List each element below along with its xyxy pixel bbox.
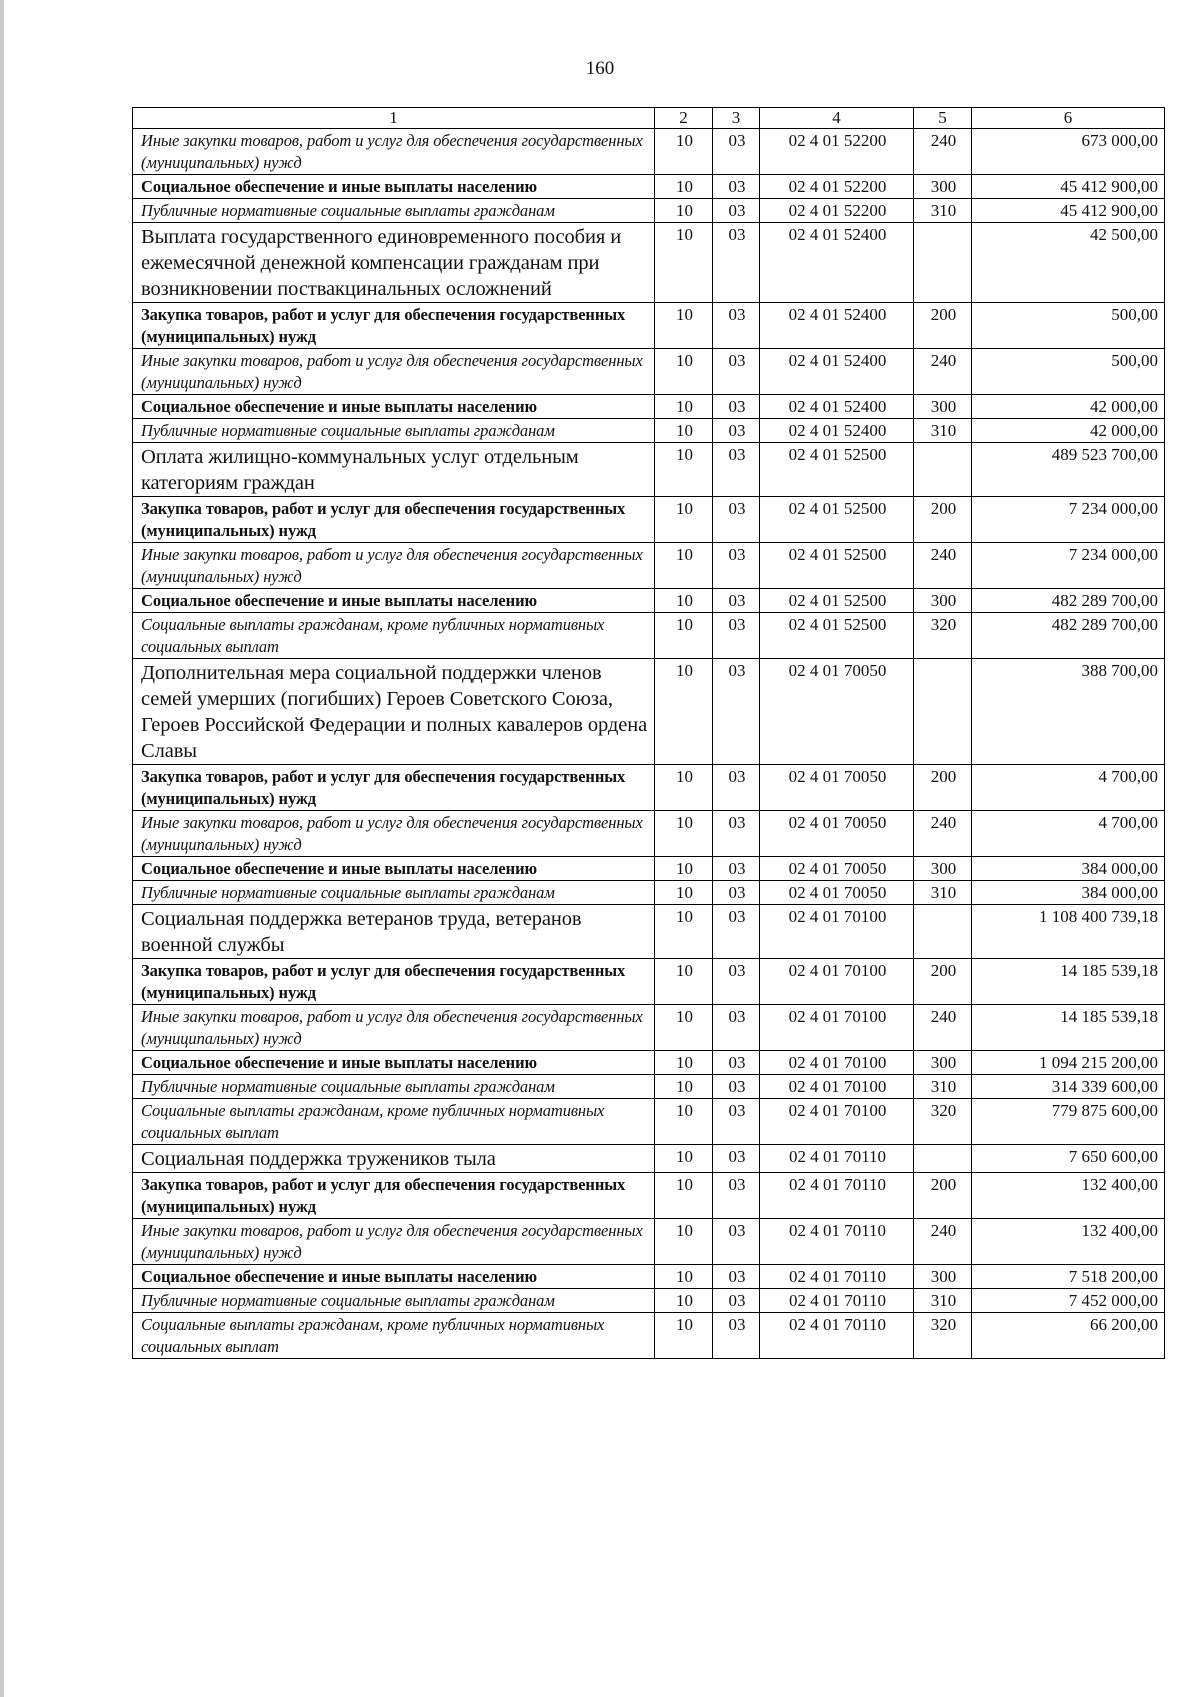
amount-cell: 1 094 215 200,00 <box>972 1051 1165 1075</box>
amount-cell: 4 700,00 <box>972 811 1165 857</box>
amount-cell: 45 412 900,00 <box>972 199 1165 223</box>
section-code-cell: 10 <box>655 1051 713 1075</box>
row-name-cell: Закупка товаров, работ и услуг для обеспечения государственных (муниципальных) нужд <box>133 497 655 543</box>
subsection-code-cell: 03 <box>713 1145 760 1173</box>
expense-type-cell: 300 <box>914 175 972 199</box>
section-code-cell: 10 <box>655 613 713 659</box>
subsection-code-cell: 03 <box>713 589 760 613</box>
table-row <box>133 659 1165 765</box>
row-name-cell: Публичные нормативные социальные выплаты гражданам <box>133 1075 655 1099</box>
budget-table-body <box>133 108 1165 1359</box>
amount-cell: 384 000,00 <box>972 857 1165 881</box>
expense-type-cell: 300 <box>914 1051 972 1075</box>
subsection-code-cell: 03 <box>713 443 760 497</box>
amount-cell: 132 400,00 <box>972 1173 1165 1219</box>
subsection-code-cell: 03 <box>713 857 760 881</box>
target-article-cell: 02 4 01 70100 <box>760 1051 914 1075</box>
amount-cell: 7 650 600,00 <box>972 1145 1165 1173</box>
target-article-cell: 02 4 01 52500 <box>760 443 914 497</box>
subsection-code-cell: 03 <box>713 419 760 443</box>
section-code-cell: 10 <box>655 1005 713 1051</box>
column-header: 4 <box>760 108 914 129</box>
subsection-code-cell: 03 <box>713 395 760 419</box>
expense-type-cell: 240 <box>914 129 972 175</box>
expense-type-cell <box>914 905 972 959</box>
section-code-cell: 10 <box>655 443 713 497</box>
expense-type-cell: 310 <box>914 199 972 223</box>
amount-cell: 489 523 700,00 <box>972 443 1165 497</box>
amount-cell: 42 500,00 <box>972 223 1165 303</box>
table-row <box>133 1051 1165 1075</box>
table-row <box>133 175 1165 199</box>
subsection-code-cell: 03 <box>713 1005 760 1051</box>
section-code-cell: 10 <box>655 1145 713 1173</box>
section-code-cell: 10 <box>655 419 713 443</box>
target-article-cell: 02 4 01 70100 <box>760 905 914 959</box>
subsection-code-cell: 03 <box>713 905 760 959</box>
row-name-cell: Публичные нормативные социальные выплаты гражданам <box>133 881 655 905</box>
amount-cell: 42 000,00 <box>972 395 1165 419</box>
table-row <box>133 613 1165 659</box>
section-code-cell: 10 <box>655 905 713 959</box>
amount-cell: 1 108 400 739,18 <box>972 905 1165 959</box>
target-article-cell: 02 4 01 52500 <box>760 589 914 613</box>
row-name-cell: Закупка товаров, работ и услуг для обеспечения государственных (муниципальных) нужд <box>133 1173 655 1219</box>
amount-cell: 7 452 000,00 <box>972 1289 1165 1313</box>
target-article-cell: 02 4 01 70050 <box>760 811 914 857</box>
expense-type-cell: 300 <box>914 1265 972 1289</box>
column-header: 3 <box>713 108 760 129</box>
column-header: 6 <box>972 108 1165 129</box>
page-number: 160 <box>585 58 615 79</box>
row-name-cell: Иные закупки товаров, работ и услуг для обеспечения государственных (муниципальных) нужд <box>133 543 655 589</box>
expense-type-cell: 310 <box>914 419 972 443</box>
row-name-cell: Иные закупки товаров, работ и услуг для обеспечения государственных (муниципальных) нужд <box>133 811 655 857</box>
budget-table <box>132 107 1165 1359</box>
section-code-cell: 10 <box>655 303 713 349</box>
expense-type-cell: 310 <box>914 1289 972 1313</box>
table-row <box>133 1173 1165 1219</box>
row-name-cell: Закупка товаров, работ и услуг для обеспечения государственных (муниципальных) нужд <box>133 959 655 1005</box>
subsection-code-cell: 03 <box>713 1219 760 1265</box>
row-name-cell: Социальные выплаты гражданам, кроме публичных нормативных социальных выплат <box>133 613 655 659</box>
subsection-code-cell: 03 <box>713 811 760 857</box>
row-name-cell: Социальное обеспечение и иные выплаты населению <box>133 175 655 199</box>
table-row <box>133 905 1165 959</box>
section-code-cell: 10 <box>655 223 713 303</box>
column-header: 1 <box>133 108 655 129</box>
expense-type-cell: 240 <box>914 543 972 589</box>
table-header-row <box>133 108 1165 129</box>
target-article-cell: 02 4 01 70110 <box>760 1289 914 1313</box>
section-code-cell: 10 <box>655 129 713 175</box>
table-row <box>133 543 1165 589</box>
target-article-cell: 02 4 01 70100 <box>760 1075 914 1099</box>
row-name-cell: Выплата государственного единовременного пособия и ежемесячной денежной компенсации гражданам при возникновении поствакцинальных осложнений <box>133 223 655 303</box>
table-row <box>133 765 1165 811</box>
amount-cell: 673 000,00 <box>972 129 1165 175</box>
expense-type-cell <box>914 659 972 765</box>
table-row <box>133 1099 1165 1145</box>
target-article-cell: 02 4 01 52500 <box>760 613 914 659</box>
row-name-cell: Социальные выплаты гражданам, кроме публичных нормативных социальных выплат <box>133 1099 655 1145</box>
row-name-cell: Иные закупки товаров, работ и услуг для обеспечения государственных (муниципальных) нужд <box>133 129 655 175</box>
amount-cell: 14 185 539,18 <box>972 1005 1165 1051</box>
row-name-cell: Социальная поддержка тружеников тыла <box>133 1145 655 1173</box>
target-article-cell: 02 4 01 70100 <box>760 1005 914 1051</box>
amount-cell: 384 000,00 <box>972 881 1165 905</box>
subsection-code-cell: 03 <box>713 765 760 811</box>
table-row <box>133 881 1165 905</box>
amount-cell: 314 339 600,00 <box>972 1075 1165 1099</box>
amount-cell: 482 289 700,00 <box>972 613 1165 659</box>
expense-type-cell: 200 <box>914 303 972 349</box>
expense-type-cell: 240 <box>914 1005 972 1051</box>
expense-type-cell: 240 <box>914 349 972 395</box>
amount-cell: 42 000,00 <box>972 419 1165 443</box>
subsection-code-cell: 03 <box>713 543 760 589</box>
table-row <box>133 1219 1165 1265</box>
expense-type-cell <box>914 1145 972 1173</box>
table-row <box>133 419 1165 443</box>
target-article-cell: 02 4 01 52400 <box>760 419 914 443</box>
subsection-code-cell: 03 <box>713 497 760 543</box>
section-code-cell: 10 <box>655 765 713 811</box>
target-article-cell: 02 4 01 52200 <box>760 129 914 175</box>
table-row <box>133 959 1165 1005</box>
table-row <box>133 199 1165 223</box>
table-row <box>133 395 1165 419</box>
table-row <box>133 1005 1165 1051</box>
expense-type-cell: 200 <box>914 765 972 811</box>
amount-cell: 7 518 200,00 <box>972 1265 1165 1289</box>
table-row <box>133 303 1165 349</box>
target-article-cell: 02 4 01 70100 <box>760 959 914 1005</box>
subsection-code-cell: 03 <box>713 613 760 659</box>
subsection-code-cell: 03 <box>713 129 760 175</box>
expense-type-cell: 200 <box>914 959 972 1005</box>
table-row <box>133 589 1165 613</box>
expense-type-cell: 300 <box>914 395 972 419</box>
subsection-code-cell: 03 <box>713 223 760 303</box>
target-article-cell: 02 4 01 70110 <box>760 1145 914 1173</box>
expense-type-cell: 320 <box>914 1313 972 1359</box>
amount-cell: 388 700,00 <box>972 659 1165 765</box>
section-code-cell: 10 <box>655 199 713 223</box>
target-article-cell: 02 4 01 70110 <box>760 1219 914 1265</box>
table-row <box>133 223 1165 303</box>
subsection-code-cell: 03 <box>713 1313 760 1359</box>
expense-type-cell: 240 <box>914 811 972 857</box>
amount-cell: 7 234 000,00 <box>972 497 1165 543</box>
row-name-cell: Социальное обеспечение и иные выплаты населению <box>133 1265 655 1289</box>
expense-type-cell <box>914 223 972 303</box>
section-code-cell: 10 <box>655 589 713 613</box>
table-row <box>133 349 1165 395</box>
section-code-cell: 10 <box>655 497 713 543</box>
target-article-cell: 02 4 01 70110 <box>760 1173 914 1219</box>
subsection-code-cell: 03 <box>713 1099 760 1145</box>
section-code-cell: 10 <box>655 1099 713 1145</box>
table-row <box>133 811 1165 857</box>
amount-cell: 4 700,00 <box>972 765 1165 811</box>
section-code-cell: 10 <box>655 881 713 905</box>
target-article-cell: 02 4 01 70050 <box>760 881 914 905</box>
subsection-code-cell: 03 <box>713 303 760 349</box>
section-code-cell: 10 <box>655 175 713 199</box>
target-article-cell: 02 4 01 70050 <box>760 659 914 765</box>
section-code-cell: 10 <box>655 1313 713 1359</box>
amount-cell: 66 200,00 <box>972 1313 1165 1359</box>
expense-type-cell: 200 <box>914 497 972 543</box>
subsection-code-cell: 03 <box>713 1289 760 1313</box>
row-name-cell: Иные закупки товаров, работ и услуг для обеспечения государственных (муниципальных) нужд <box>133 1005 655 1051</box>
amount-cell: 779 875 600,00 <box>972 1099 1165 1145</box>
target-article-cell: 02 4 01 52200 <box>760 199 914 223</box>
subsection-code-cell: 03 <box>713 1173 760 1219</box>
section-code-cell: 10 <box>655 1173 713 1219</box>
row-name-cell: Закупка товаров, работ и услуг для обеспечения государственных (муниципальных) нужд <box>133 303 655 349</box>
target-article-cell: 02 4 01 70110 <box>760 1265 914 1289</box>
section-code-cell: 10 <box>655 857 713 881</box>
target-article-cell: 02 4 01 52500 <box>760 543 914 589</box>
table-row <box>133 1265 1165 1289</box>
section-code-cell: 10 <box>655 1289 713 1313</box>
column-header: 5 <box>914 108 972 129</box>
expense-type-cell: 300 <box>914 589 972 613</box>
subsection-code-cell: 03 <box>713 959 760 1005</box>
expense-type-cell: 240 <box>914 1219 972 1265</box>
expense-type-cell: 300 <box>914 857 972 881</box>
section-code-cell: 10 <box>655 543 713 589</box>
table-row <box>133 443 1165 497</box>
row-name-cell: Публичные нормативные социальные выплаты гражданам <box>133 419 655 443</box>
row-name-cell: Социальное обеспечение и иные выплаты населению <box>133 857 655 881</box>
expense-type-cell: 200 <box>914 1173 972 1219</box>
column-header: 2 <box>655 108 713 129</box>
target-article-cell: 02 4 01 70110 <box>760 1313 914 1359</box>
section-code-cell: 10 <box>655 1219 713 1265</box>
target-article-cell: 02 4 01 52400 <box>760 223 914 303</box>
target-article-cell: 02 4 01 52400 <box>760 395 914 419</box>
section-code-cell: 10 <box>655 395 713 419</box>
target-article-cell: 02 4 01 52500 <box>760 497 914 543</box>
subsection-code-cell: 03 <box>713 1075 760 1099</box>
amount-cell: 482 289 700,00 <box>972 589 1165 613</box>
expense-type-cell <box>914 443 972 497</box>
page-edge <box>0 0 4 1697</box>
section-code-cell: 10 <box>655 811 713 857</box>
target-article-cell: 02 4 01 70050 <box>760 765 914 811</box>
row-name-cell: Социальное обеспечение и иные выплаты населению <box>133 1051 655 1075</box>
amount-cell: 45 412 900,00 <box>972 175 1165 199</box>
subsection-code-cell: 03 <box>713 1265 760 1289</box>
section-code-cell: 10 <box>655 959 713 1005</box>
subsection-code-cell: 03 <box>713 175 760 199</box>
target-article-cell: 02 4 01 52200 <box>760 175 914 199</box>
row-name-cell: Иные закупки товаров, работ и услуг для обеспечения государственных (муниципальных) нужд <box>133 349 655 395</box>
table-row <box>133 1075 1165 1099</box>
target-article-cell: 02 4 01 70050 <box>760 857 914 881</box>
subsection-code-cell: 03 <box>713 881 760 905</box>
target-article-cell: 02 4 01 70100 <box>760 1099 914 1145</box>
target-article-cell: 02 4 01 52400 <box>760 349 914 395</box>
target-article-cell: 02 4 01 52400 <box>760 303 914 349</box>
row-name-cell: Публичные нормативные социальные выплаты гражданам <box>133 199 655 223</box>
section-code-cell: 10 <box>655 1075 713 1099</box>
row-name-cell: Социальное обеспечение и иные выплаты населению <box>133 589 655 613</box>
table-row <box>133 1313 1165 1359</box>
section-code-cell: 10 <box>655 659 713 765</box>
row-name-cell: Оплата жилищно-коммунальных услуг отдельным категориям граждан <box>133 443 655 497</box>
amount-cell: 14 185 539,18 <box>972 959 1165 1005</box>
expense-type-cell: 320 <box>914 1099 972 1145</box>
table-row <box>133 1289 1165 1313</box>
row-name-cell: Иные закупки товаров, работ и услуг для обеспечения государственных (муниципальных) нужд <box>133 1219 655 1265</box>
amount-cell: 500,00 <box>972 303 1165 349</box>
expense-type-cell: 310 <box>914 1075 972 1099</box>
section-code-cell: 10 <box>655 349 713 395</box>
row-name-cell: Социальное обеспечение и иные выплаты населению <box>133 395 655 419</box>
row-name-cell: Социальная поддержка ветеранов труда, ветеранов военной службы <box>133 905 655 959</box>
table-row <box>133 497 1165 543</box>
row-name-cell: Социальные выплаты гражданам, кроме публичных нормативных социальных выплат <box>133 1313 655 1359</box>
row-name-cell: Дополнительная мера социальной поддержки членов семей умерших (погибших) Героев Советского Союза, Героев Российской Федерации и полных кавалеров ордена Славы <box>133 659 655 765</box>
expense-type-cell: 320 <box>914 613 972 659</box>
row-name-cell: Закупка товаров, работ и услуг для обеспечения государственных (муниципальных) нужд <box>133 765 655 811</box>
subsection-code-cell: 03 <box>713 659 760 765</box>
amount-cell: 132 400,00 <box>972 1219 1165 1265</box>
amount-cell: 500,00 <box>972 349 1165 395</box>
subsection-code-cell: 03 <box>713 199 760 223</box>
section-code-cell: 10 <box>655 1265 713 1289</box>
table-row <box>133 857 1165 881</box>
table-row <box>133 129 1165 175</box>
row-name-cell: Публичные нормативные социальные выплаты гражданам <box>133 1289 655 1313</box>
subsection-code-cell: 03 <box>713 349 760 395</box>
subsection-code-cell: 03 <box>713 1051 760 1075</box>
expense-type-cell: 310 <box>914 881 972 905</box>
table-row <box>133 1145 1165 1173</box>
amount-cell: 7 234 000,00 <box>972 543 1165 589</box>
